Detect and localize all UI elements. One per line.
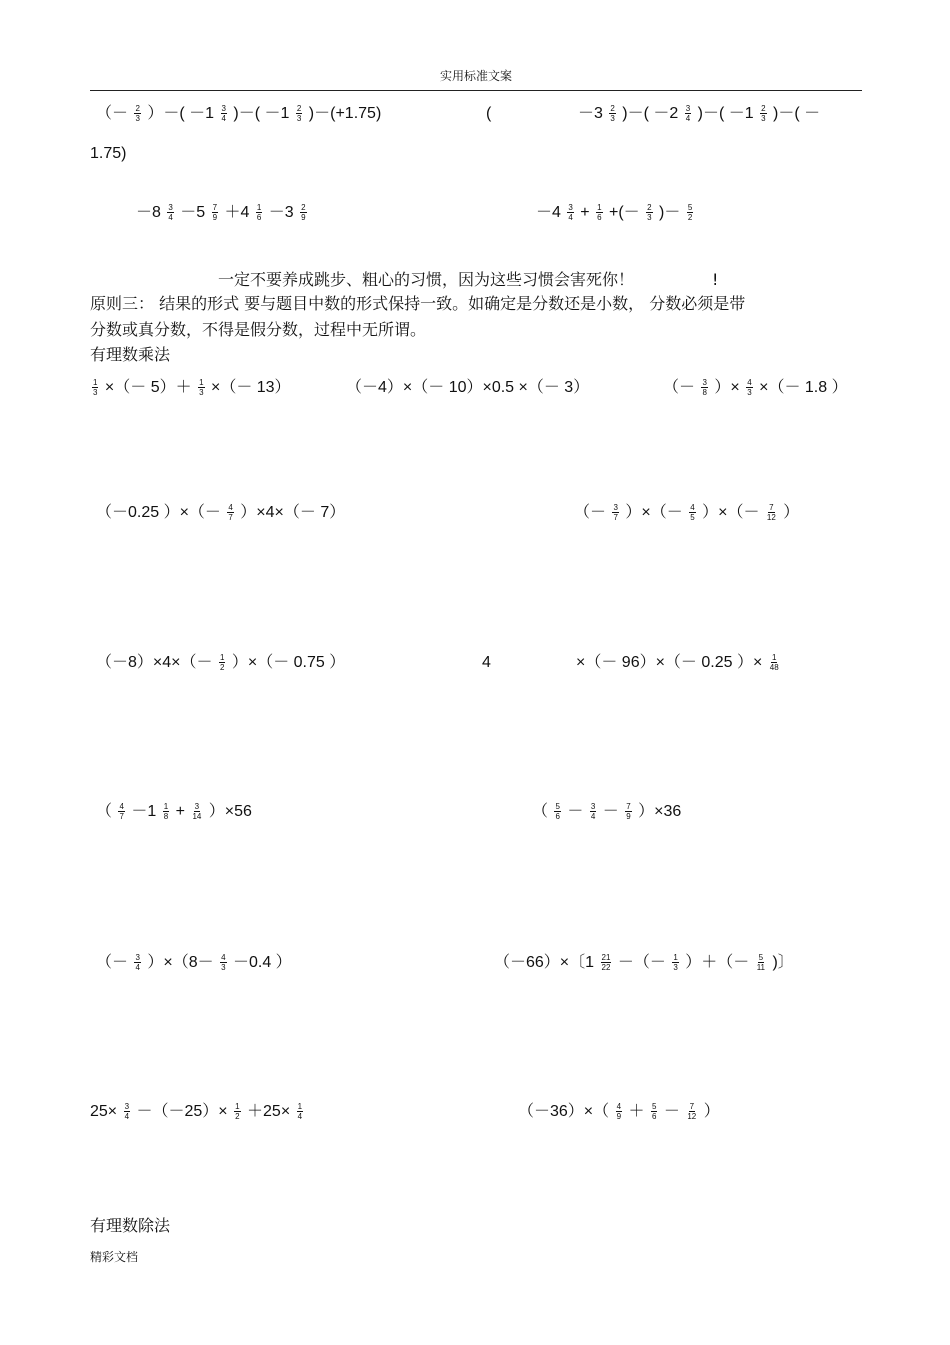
fraction	[685, 104, 691, 123]
fraction	[554, 802, 560, 821]
expr-text: ×（－ 13）	[210, 379, 291, 396]
fraction	[227, 503, 233, 522]
denominator: 6	[256, 213, 262, 223]
fraction	[746, 378, 752, 397]
expr-text: ）×56	[208, 803, 252, 820]
page-header: 实用标准文案	[90, 66, 862, 91]
expr-text: －（－25）×	[136, 1103, 228, 1120]
denominator: 4	[168, 213, 173, 223]
expr-text: －4	[536, 204, 561, 221]
expr-text: 4	[482, 654, 491, 671]
denominator: 3	[647, 213, 652, 223]
expr-text: －0.4 ）	[232, 954, 292, 971]
fraction	[92, 378, 98, 397]
numerator: 1	[235, 1102, 240, 1112]
numerator: 1	[199, 378, 204, 388]
expression-row2-right	[536, 202, 695, 224]
fraction	[687, 203, 693, 222]
denominator: 4	[135, 963, 140, 973]
expr-text: )－( －1	[233, 105, 290, 122]
fraction	[220, 953, 226, 972]
numerator: 2	[135, 104, 140, 114]
numerator: 1	[597, 203, 602, 213]
denominator: 2	[235, 1112, 240, 1122]
expr-text: )－( －2	[622, 105, 679, 122]
page-footer: 精彩文档	[90, 1250, 139, 1264]
numerator: 3	[685, 104, 691, 114]
expr-text: )－	[659, 204, 681, 221]
denominator: 14	[192, 812, 202, 822]
expression-row8-right	[518, 1101, 720, 1123]
numerator: 21	[601, 953, 611, 963]
expr-text: ）×（－	[625, 504, 683, 521]
numerator: 1	[297, 1102, 303, 1112]
expr-text: ）－( －1	[147, 105, 215, 122]
fraction	[651, 1102, 657, 1121]
numerator: 3	[135, 953, 140, 963]
numerator: 3	[221, 104, 226, 114]
fraction	[163, 802, 169, 821]
denominator: 3	[673, 963, 678, 973]
fraction	[124, 1102, 130, 1121]
expr-text: －（－	[617, 954, 666, 971]
denominator: 9	[301, 213, 306, 223]
fraction	[625, 802, 631, 821]
numerator: 4	[228, 503, 233, 513]
denominator: 3	[93, 388, 98, 398]
expr-text: （－	[574, 504, 607, 521]
expr-text: （－8）×4×（－	[96, 654, 213, 671]
denominator: 4	[590, 812, 596, 822]
expr-text: （－4）×（－ 10）×0.5 ×（－ 3）	[346, 379, 590, 396]
fraction	[601, 953, 612, 972]
denominator: 4	[124, 1112, 130, 1122]
denominator: 9	[616, 1112, 622, 1122]
fraction	[596, 203, 602, 222]
expression-row7-left	[96, 952, 292, 974]
denominator: 5	[690, 513, 695, 523]
numerator: 4	[747, 378, 752, 388]
expression-row1-left	[96, 103, 381, 125]
expr-text: ×（－ 5）＋	[104, 379, 192, 396]
expr-text: （	[532, 803, 549, 820]
numerator: 5	[758, 953, 764, 963]
tip-exclamation: !	[712, 270, 719, 289]
expr-text: ）×（－ 0.75 ）	[231, 654, 346, 671]
denominator: 3	[199, 388, 204, 398]
fraction	[191, 802, 202, 821]
denominator: 3	[610, 114, 615, 124]
denominator: 4	[221, 114, 226, 124]
numerator: 2	[610, 104, 615, 114]
expr-text: ×（－ 1.8 ）	[759, 379, 848, 396]
numerator: 2	[296, 104, 302, 114]
expr-text: ×（－ 96）×（－ 0.25 ）×	[576, 654, 763, 671]
expr-text: （－66）×〔1	[494, 954, 595, 971]
fraction	[672, 953, 678, 972]
numerator: 4	[616, 1102, 622, 1112]
numerator: 4	[119, 802, 124, 812]
fraction	[300, 203, 306, 222]
denominator: 3	[747, 388, 752, 398]
denominator: 4	[297, 1112, 303, 1122]
numerator: 4	[221, 953, 226, 963]
expr-text: －3	[578, 105, 603, 122]
expr-text: －8	[136, 204, 161, 221]
expr-text: )〕	[772, 954, 794, 971]
numerator: 1	[673, 953, 678, 963]
fraction	[134, 953, 140, 972]
principle-line-2: 分数或真分数，不得是假分数，过程中无所谓。	[90, 320, 427, 339]
principle-line-1: 原则三： 结果的形式 要与题目中数的形式保持一致。如确定是分数还是小数， 分数必须是带	[90, 294, 746, 313]
expr-text: ＋4	[224, 204, 250, 221]
expression-row2-left	[136, 202, 309, 224]
expr-text: +	[175, 803, 185, 820]
expression-row7-right	[494, 952, 794, 974]
denominator: 12	[687, 1112, 697, 1122]
fraction	[567, 203, 573, 222]
expr-text: +(－	[608, 204, 640, 221]
numerator: 2	[301, 203, 306, 213]
expression-row5-number	[482, 652, 491, 674]
denominator: 2	[687, 213, 693, 223]
expr-text: )－( －	[773, 105, 821, 122]
section-heading-division: 有理数除法	[90, 1216, 171, 1235]
expr-text: ＋	[628, 1103, 645, 1120]
numerator: 1	[93, 378, 98, 388]
expression-row4-left	[96, 502, 345, 524]
fraction	[609, 104, 615, 123]
expression-row1-right	[578, 103, 820, 125]
expression-row6-left	[96, 801, 252, 823]
expr-text: （－	[96, 954, 129, 971]
fraction	[686, 1102, 697, 1121]
denominator: 6	[651, 1112, 657, 1122]
numerator: 3	[702, 378, 707, 388]
numerator: 4	[690, 503, 695, 513]
expression-row8-left	[90, 1101, 305, 1123]
denominator: 6	[555, 812, 560, 822]
fraction	[612, 503, 618, 522]
fraction	[590, 802, 596, 821]
fraction	[701, 378, 707, 397]
expression-row5-right	[576, 652, 782, 674]
numerator: 1	[771, 653, 777, 663]
expr-text: )－( －1	[697, 105, 754, 122]
expr-text: ）＋（－	[685, 954, 750, 971]
numerator: 1	[256, 203, 262, 213]
expr-text: －3	[268, 204, 294, 221]
expr-text: （－	[96, 105, 129, 122]
denominator: 9	[212, 213, 218, 223]
expr-text: ）×36	[638, 803, 682, 820]
numerator: 1	[163, 802, 169, 812]
numerator: 1	[219, 653, 225, 663]
expression-row5-left	[96, 652, 345, 674]
fraction	[766, 503, 777, 522]
denominator: 6	[597, 213, 602, 223]
numerator: 7	[769, 503, 774, 513]
numerator: 3	[168, 203, 173, 213]
expression-row3-b	[346, 377, 589, 399]
section-heading-multiplication: 有理数乘法	[90, 345, 171, 364]
expr-text: －	[567, 803, 584, 820]
denominator: 7	[613, 513, 618, 523]
numerator: 5	[651, 1102, 657, 1112]
expr-text: ＋25×	[247, 1103, 291, 1120]
fraction	[134, 104, 140, 123]
denominator: 7	[228, 513, 233, 523]
numerator: 5	[555, 802, 560, 812]
expr-text: ）×（8－	[147, 954, 214, 971]
expr-text: ）×4×（－ 7）	[240, 504, 346, 521]
denominator: 2	[219, 663, 225, 673]
denominator: 8	[702, 388, 707, 398]
denominator: 3	[296, 114, 302, 124]
denominator: 4	[568, 213, 573, 223]
fraction	[234, 1102, 240, 1121]
expr-text: （－36）×（	[518, 1103, 610, 1120]
denominator: 8	[163, 812, 169, 822]
fraction	[118, 802, 124, 821]
fraction	[167, 203, 173, 222]
expr-text: ）×（－	[702, 504, 760, 521]
denominator: 12	[766, 513, 776, 523]
expression-row6-right	[532, 801, 681, 823]
numerator: 3	[613, 503, 618, 513]
fraction	[769, 653, 780, 672]
fraction	[756, 953, 766, 972]
expr-text: ）	[703, 1103, 720, 1120]
numerator: 3	[568, 203, 573, 213]
expr-text: －	[602, 803, 619, 820]
denominator: 11	[756, 963, 766, 973]
numerator: 7	[689, 1102, 695, 1112]
numerator: 7	[212, 203, 218, 213]
expr-text: （－0.25 ）×（－	[96, 504, 221, 521]
expr-text: 25×	[90, 1103, 118, 1120]
denominator: 7	[119, 812, 124, 822]
expression-row1-continued	[90, 143, 126, 165]
numerator: 3	[590, 802, 596, 812]
numerator: 5	[687, 203, 693, 213]
expr-text: ）×	[714, 379, 740, 396]
fraction	[212, 203, 218, 222]
expr-text: 1.75)	[90, 145, 127, 162]
denominator: 22	[601, 963, 611, 973]
numerator: 7	[626, 802, 631, 812]
fraction	[689, 503, 695, 522]
fraction	[297, 1102, 303, 1121]
denominator: 9	[626, 812, 631, 822]
fraction	[198, 378, 204, 397]
fraction	[221, 104, 227, 123]
fraction	[256, 203, 262, 222]
fraction	[296, 104, 302, 123]
numerator: 2	[761, 104, 766, 114]
expr-text: （－	[663, 379, 696, 396]
denominator: 3	[135, 114, 140, 124]
expression-row3-c	[663, 377, 848, 399]
tip-text: 一定不要养成跳步、粗心的习惯，因为这些习惯会害死你！	[218, 270, 635, 289]
expression-row4-right	[574, 502, 799, 524]
denominator: 4	[685, 114, 691, 124]
expr-text: －1	[131, 803, 157, 820]
expr-text: )－(+1.75)	[308, 105, 382, 122]
numerator: 3	[124, 1102, 130, 1112]
fraction	[646, 203, 652, 222]
denominator: 3	[221, 963, 226, 973]
fraction	[616, 1102, 622, 1121]
expr-text: －	[663, 1103, 680, 1120]
expr-text: (	[486, 105, 492, 122]
fraction	[219, 653, 225, 672]
expr-text: －5	[180, 204, 206, 221]
numerator: 3	[194, 802, 200, 812]
expr-text: （	[96, 803, 113, 820]
expression-row3-a	[90, 377, 291, 399]
expression-row1-open-paren	[486, 103, 491, 125]
denominator: 3	[761, 114, 766, 124]
numerator: 2	[647, 203, 652, 213]
expr-text: +	[580, 204, 590, 221]
denominator: 48	[769, 663, 779, 673]
expr-text: ）	[783, 504, 800, 521]
fraction	[760, 104, 766, 123]
